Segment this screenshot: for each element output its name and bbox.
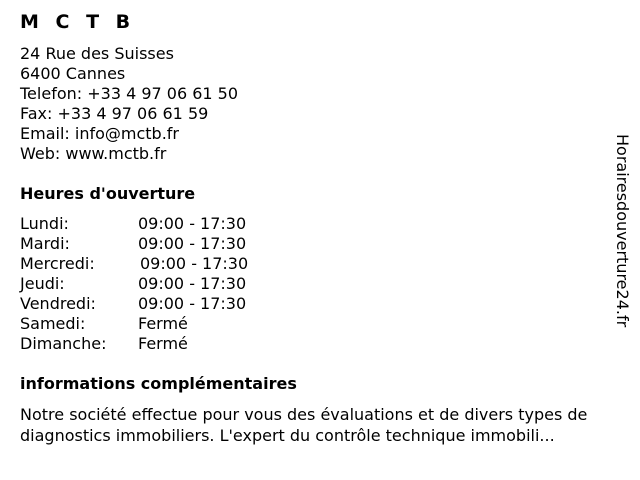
city-address: 6400 Cannes (20, 64, 126, 83)
hours-row-tuesday (20, 234, 320, 254)
phone-number: Telefon: +33 4 97 06 61 50 (20, 84, 239, 103)
time-value: 09:00 - 17:30 (138, 274, 247, 293)
opening-hours-table (20, 214, 320, 354)
street-address: 24 Rue des Suisses (20, 44, 174, 63)
email-address: Email: info@mctb.fr (20, 124, 179, 143)
additional-info-heading: informations complémentaires (20, 374, 297, 393)
info-text-line: Notre société effectue pour vous des évaluations et de divers types de (20, 405, 588, 424)
time-value: 09:00 - 17:30 (138, 294, 247, 313)
website-address: Web: www.mctb.fr (20, 144, 167, 163)
opening-hours-heading: Heures d'ouverture (20, 184, 196, 203)
contact-block (20, 44, 238, 164)
hours-row-monday (20, 214, 320, 234)
time-value: Fermé (138, 334, 188, 353)
day-label: Dimanche: (20, 334, 107, 353)
day-label: Mardi: (20, 234, 70, 253)
fax-number: Fax: +33 4 97 06 61 59 (20, 104, 209, 123)
hours-row-saturday (20, 314, 320, 334)
time-value: 09:00 - 17:30 (138, 234, 247, 253)
day-label: Vendredi: (20, 294, 96, 313)
info-text-line: diagnostics immobiliers. L'expert du contrôle technique immobili... (20, 426, 555, 445)
additional-info-text (20, 404, 635, 446)
time-value: 09:00 - 17:30 (140, 254, 249, 273)
day-label: Jeudi: (20, 274, 65, 293)
day-label: Samedi: (20, 314, 86, 333)
time-value: 09:00 - 17:30 (138, 214, 247, 233)
hours-row-friday (20, 294, 320, 314)
time-value: Fermé (138, 314, 188, 333)
day-label: Lundi: (20, 214, 69, 233)
hours-row-thursday (20, 274, 320, 294)
hours-row-sunday (20, 334, 320, 354)
watermark-text: Horairesdouverture24.fr (613, 134, 632, 328)
hours-row-wednesday (20, 254, 320, 274)
site-watermark (611, 134, 635, 346)
company-name: M C T B (20, 11, 136, 33)
day-label: Mercredi: (20, 254, 95, 273)
